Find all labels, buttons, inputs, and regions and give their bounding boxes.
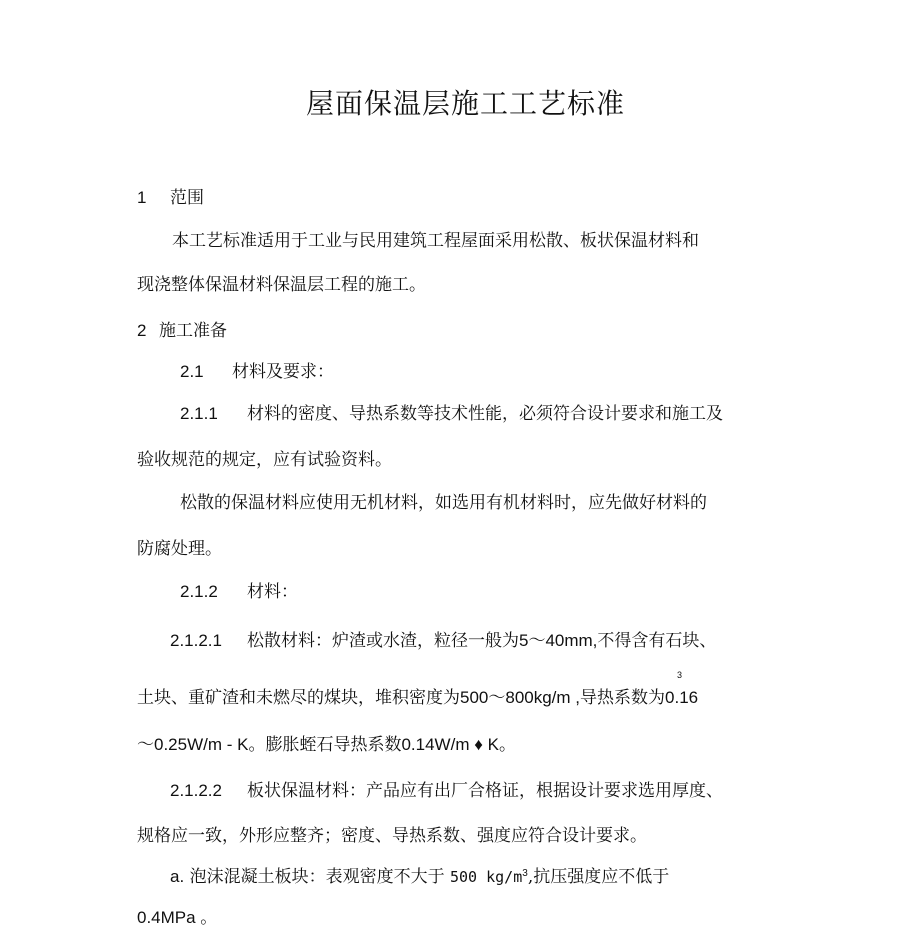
section-2-1-1-line-2: 验收规范的规定，应有试验资料。 <box>137 450 392 470</box>
item-a-line-2: 0.4MPa 。 <box>137 908 218 927</box>
cubic-superscript: 3 <box>677 670 683 680</box>
section-2-1-2-1-number: 2.1.2.1 <box>170 631 222 650</box>
section-1-number: 1 <box>137 188 147 207</box>
section-1-heading: 范围 <box>170 188 204 208</box>
section-2-1-1-number: 2.1.1 <box>180 404 218 423</box>
vermiculite-value: 0.14W/m ♦ K。 <box>401 735 516 754</box>
item-a-prefix: a. <box>170 867 185 886</box>
section-2-1-2-1-line-3 <box>137 734 516 756</box>
section-2-1-1-line-1: 材料的密度、导热系数等技术性能，必须符合设计要求和施工及 <box>247 404 723 424</box>
item-a-strength-text: ,抗压强度应不低于 <box>527 867 670 887</box>
section-2-1-2-2-line-1: 板状保温材料：产品应有出厂合格证，根据设计要求选用厚度、 <box>247 781 723 801</box>
loose-material-text-cont: 不得含有石块、 <box>597 631 717 651</box>
item-a-text: 泡沫混凝土板块：表观密度不大于 <box>189 867 445 887</box>
item-a-density-value: 500 kg/m <box>450 868 523 886</box>
section-2-1-2-1-line-2 <box>137 687 698 709</box>
vermiculite-text: 膨胀蛭石导热系数 <box>265 735 402 755</box>
bulk-density-value: 500〜800kg/m , <box>460 688 581 707</box>
loose-material-paragraph-line-1: 松散的保温材料应使用无机材料，如选用有机材料时，应先做好材料的 <box>180 493 707 513</box>
section-2-1-2-2-line-2: 规格应一致，外形应整齐；密度、导热系数、强度应符合设计要求。 <box>137 826 647 846</box>
section-2-1-2-heading: 材料： <box>247 582 298 602</box>
loose-material-paragraph-line-2: 防腐处理。 <box>137 539 222 559</box>
section-2-1-2-number: 2.1.2 <box>180 582 218 601</box>
scope-paragraph-line-2: 现浇整体保温材料保温层工程的施工。 <box>137 275 426 295</box>
item-a-superscript: 3 <box>522 868 528 879</box>
bulk-density-text: 土块、重矿渣和未燃尽的煤块，堆积密度为 <box>137 688 460 708</box>
conductivity-text: 导热系数为 <box>580 688 666 708</box>
loose-material-text: 松散材料：炉渣或水渣，粒径一般为 <box>247 631 519 651</box>
section-2-1-number: 2.1 <box>180 362 204 381</box>
section-2-number: 2 <box>137 321 147 340</box>
conductivity-value: 0.16 <box>665 688 699 707</box>
section-2-1-2-2-number: 2.1.2.2 <box>170 781 222 800</box>
particle-size-value: 5〜40mm, <box>519 631 598 650</box>
scope-paragraph-line-1: 本工艺标准适用于工业与民用建筑工程屋面采用松散、板状保温材料和 <box>172 231 699 251</box>
conductivity-range: 〜0.25W/m - K。 <box>137 735 266 754</box>
section-2-1-heading: 材料及要求： <box>232 362 334 382</box>
page-title: 屋面保温层施工工艺标准 <box>306 87 626 120</box>
section-2-heading: 施工准备 <box>159 321 227 341</box>
section-2-1-2-1-line-1 <box>247 630 716 652</box>
item-a-line-1 <box>170 863 669 888</box>
